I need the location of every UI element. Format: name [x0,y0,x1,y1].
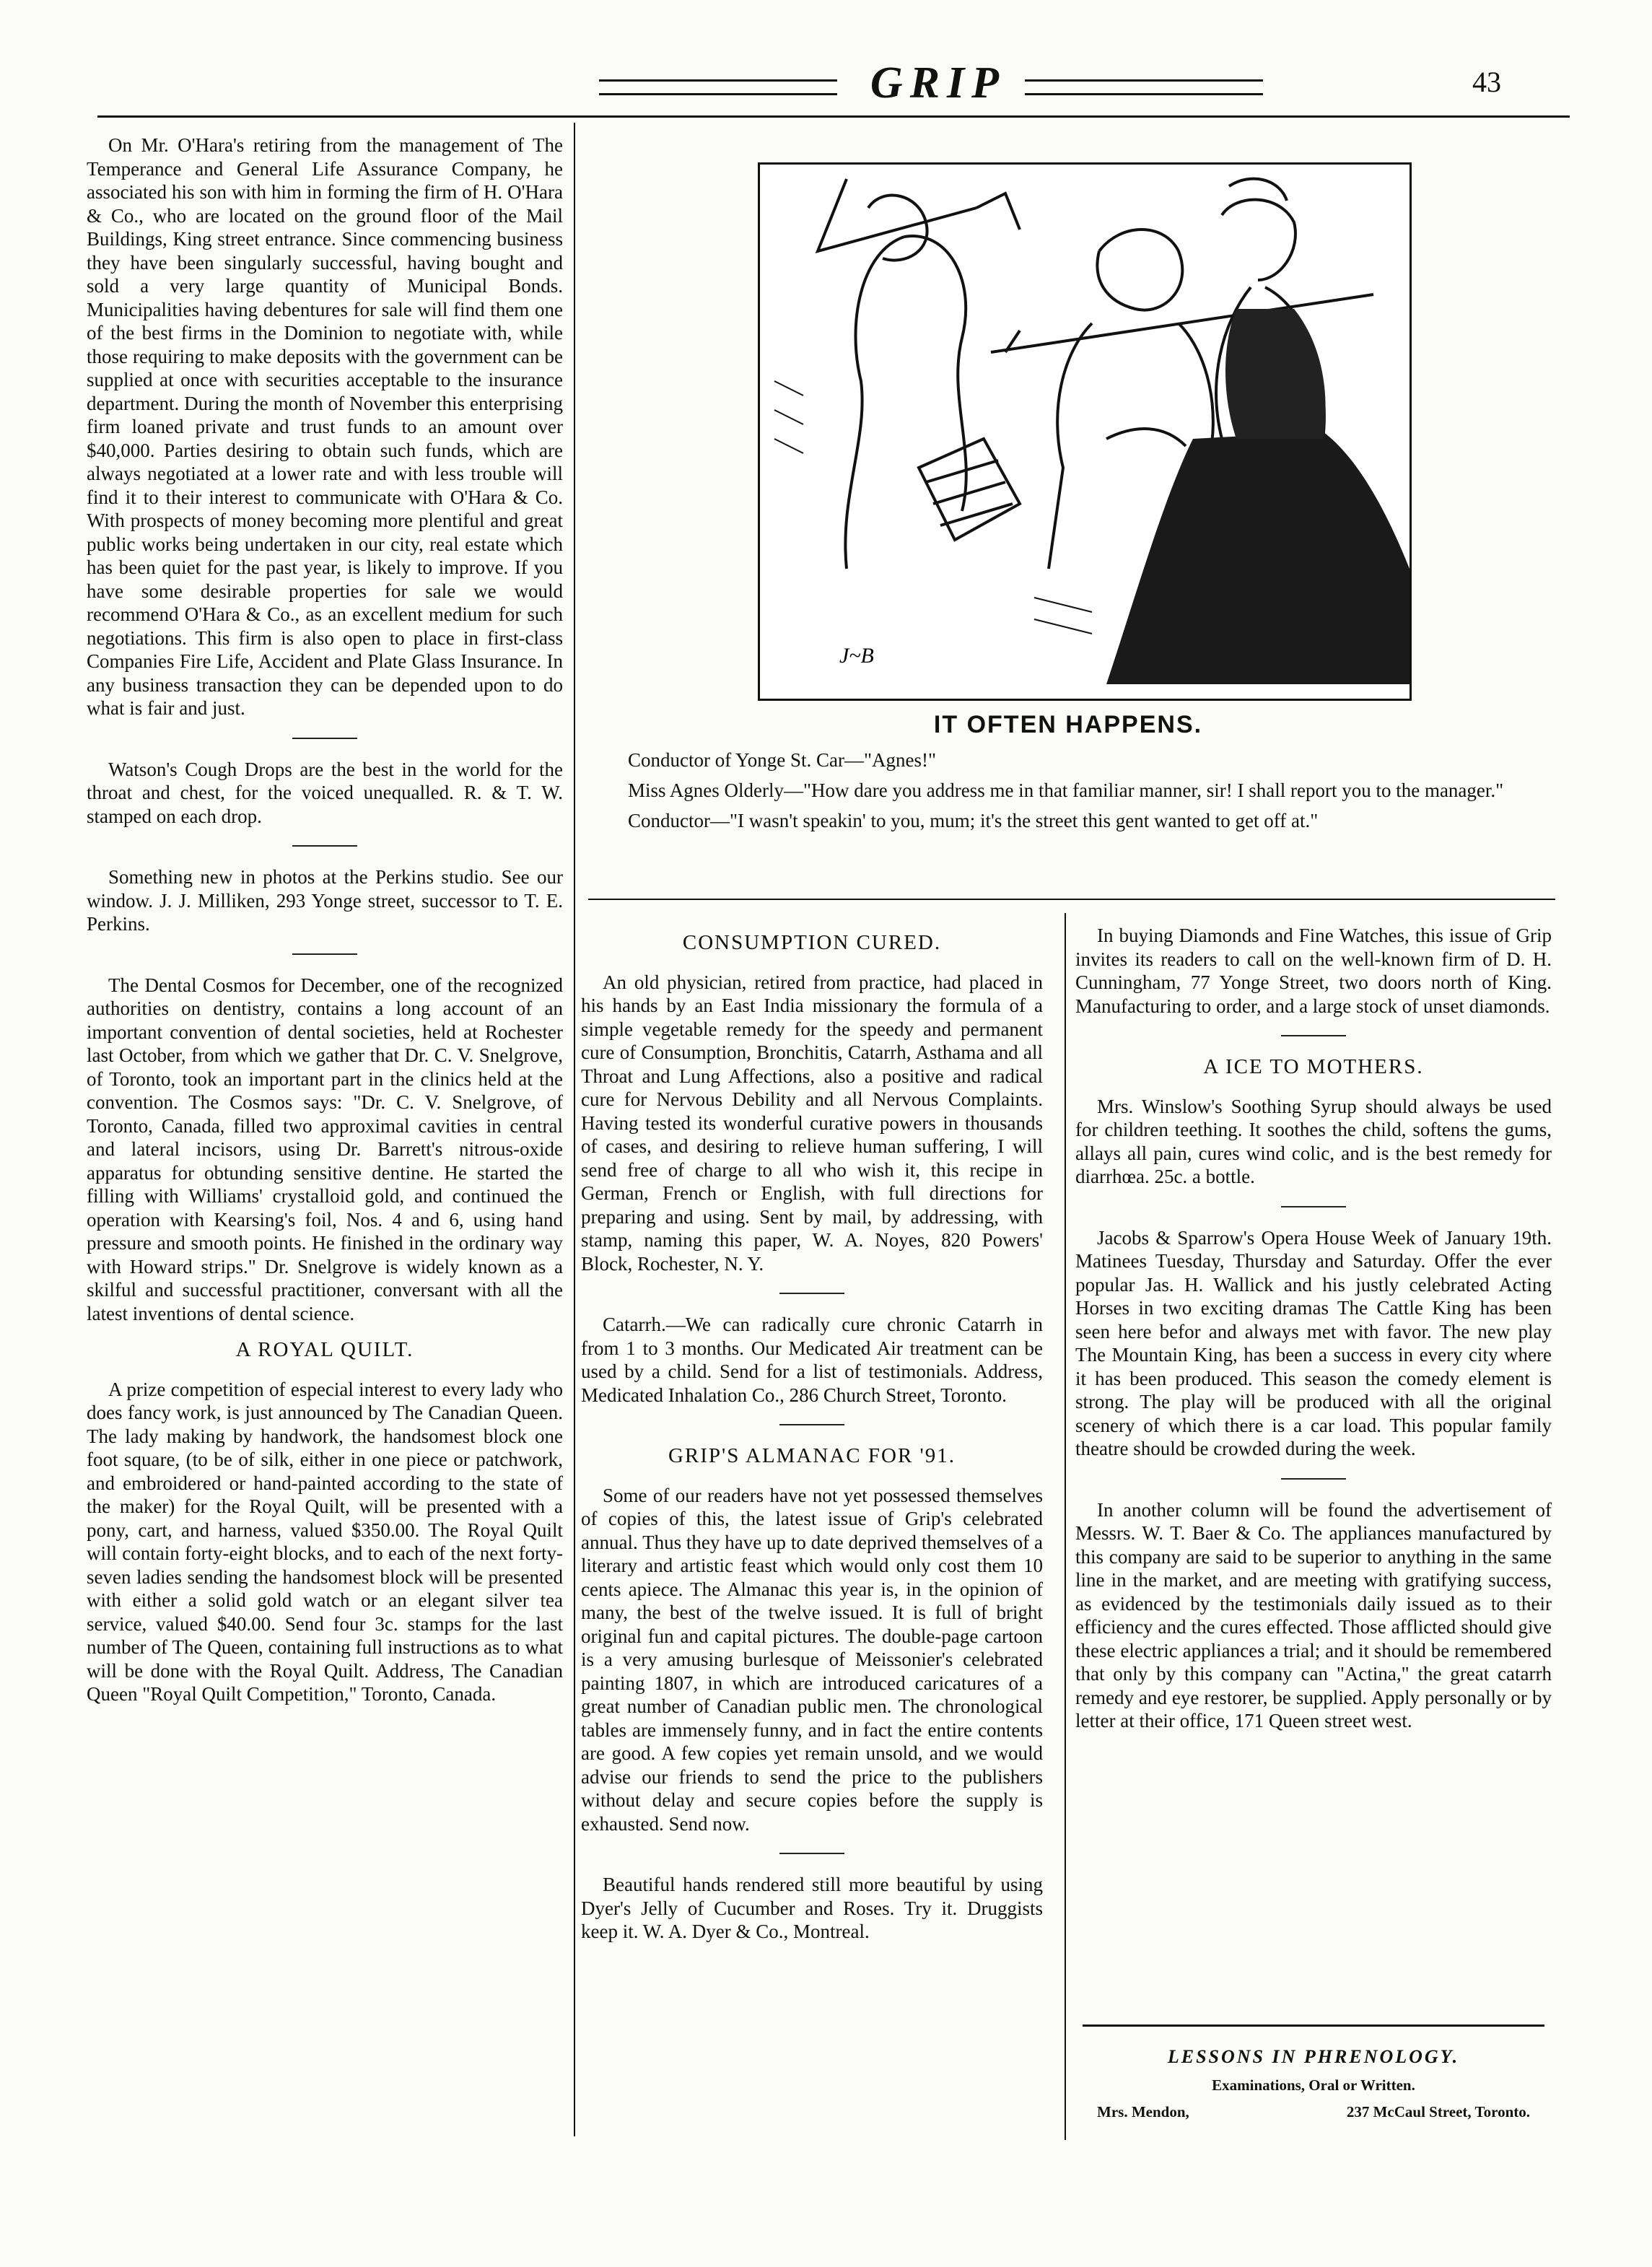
diamonds-notice: In buying Diamonds and Fine Watches, this issue of Grip invites its readers to call on the well-known firm of D. H. Cunningham, 77 Yonge Street, two doors north of King. Manufacturing to order, and a large stock of unset diamonds. [1075,925,1552,1017]
phrenology-ad [1083,2032,1544,2121]
ohara-article: On Mr. O'Hara's retiring from the management of The Temperance and General Life Assurance Company, he associated his son with him in forming the firm of H. O'Hara & Co., who are located on the ground floor of the Mail Buildings, King street entrance. Since commencing business they have been singularly successful, having bought and sold a very large quantity of Municipal Bonds. Municipalities having debentures for sale will find them one of the best firms in the Dominion to negotiate with, while those requiring to make deposits with the government can be supplied at once with securities acceptable to the insurance department. During the month of November this enterprising firm loaned private and trust funds to an amount over $40,000. Parties desiring to obtain such funds, which are always negotiated at a lower rate and with less trouble will find it to their interest to communicate with O'Hara & Co. With prospects of money becoming more plentiful and great public works being undertaken in our city, real estate which has been quiet for the past year, is likely to improve. If you have some desirable properties for sale we would recommend O'Hara & Co., as an excellent medium for such negotiations. This firm is also open to place in first-class Companies Fire Life, Accident and Plate Glass Insurance. In any business transaction they can be depended upon to do what is fair and just. [87,134,563,719]
perkins-notice: Something new in photos at the Perkins studio. See our window. J. J. Milliken, 293 Yonge street, successor to T. E. Perkins. [87,866,563,935]
dyer-notice: Beautiful hands rendered still more beautiful by using Dyer's Jelly of Cucumber and Roses. Try it. Druggists keep it. W. A. Dyer & Co., Montreal. [581,1874,1043,1942]
phrenology-ad-subtitle: Examinations, Oral or Written. [1212,2076,1415,2094]
royal-quilt-heading: A ROYAL QUILT. [235,1338,414,1361]
separator [292,953,357,955]
cartoon-title: IT OFTEN HAPPENS. [933,711,1203,738]
column-divider-left [574,123,575,2136]
separator [1281,1206,1346,1207]
phrenology-ad-address: 237 McCaul Street, Toronto. [1346,2103,1530,2120]
separator [1281,1035,1346,1036]
royal-quilt-article: A prize competition of especial interest to every lady who does fancy work, is just announced by The Canadian Queen. The lady making by handwork, the handsomest block one foot square, (to be of silk, either in one piece or patchwork, and embroidered or hand-painted according to the state of the maker) for the Royal Quilt, will be presented with a pony, cart, and harness, valued $350.00. The Royal Quilt will contain forty-eight blocks, and to each of the next forty-seven ladies sending the handsomest block will be presented with either a solid gold watch or an elegant silver tea service, valued $40.00. Send four 3c. stamps for the last number of The Queen, containing full instructions as to what will be done with the Royal Quilt. Address, The Canadian Queen "Royal Quilt Competition," Toronto, Canada. [87,1378,563,1705]
watson-notice: Watson's Cough Drops are the best in the world for the throat and chest, for the voiced unequalled. R. & T. W. stamped on each drop. [87,758,563,827]
separator [779,1424,844,1425]
phrenology-ad-title: LESSONS IN PHRENOLOGY. [1167,2046,1460,2067]
masthead-rule-right [1025,79,1263,95]
phrenology-ad-contact [1083,2103,1544,2121]
baer-notice: In another column will be found the advertisement of Messrs. W. T. Baer & Co. The appliances manufactured by this company are said to be superior to anything in the same line in the market, and are meeting with gratifying success, as evidenced by the testimonials daily issued as to their efficiency and the cures effected. Those afflicted should give these electric appliances a trial; and it should be remembered that only by this company can "Actina," the great catarrh remedy and eye restorer, be supplied. Apply personally or by letter at their office, 171 Queen street west. [1075,1498,1552,1731]
phrenology-ad-name: Mrs. Mendon, [1097,2103,1189,2120]
column-divider-right [1065,913,1066,2140]
dental-article: The Dental Cosmos for December, one of the recognized authorities on dentistry, contains a long account of an important convention of dental societies, held at Rochester last October, from which we gather that Dr. C. V. Snelgrove, of Toronto, took an important part in the clinics held at the convention. The Cosmos says: "Dr. C. V. Snelgrove, of Toronto, Canada, filled two approximal cavities in central and lateral incisors, using Dr. Barrett's nitrous-oxide apparatus for obtunding sensitive dentine. He started the filling with Williams' crystalloid gold, and continued the operation with Kearsing's foil, Nos. 4 and 6, using hand pressure and smooth points. He finished in the ordinary way with Howard strips." Dr. Snelgrove is widely known as a skilful and successful practitioner, conversant with all the latest inventions of dental science. [87,974,563,1324]
mothers-heading: A ICE TO MOTHERS. [1203,1055,1424,1078]
separator [1281,1478,1346,1480]
column-1 [87,134,563,1719]
catarrh-notice: Catarrh.—We can radically cure chronic Catarrh in from 1 to 3 months. Our Medicated Air treatment can be used by a child. Send for a list of testimonials. Address, Medicated Inhalation Co., 286 Church Street, Toronto. [581,1314,1043,1406]
cartoon-bottom-rule [588,899,1555,900]
cartoon-drawing [760,165,1410,699]
dialog-line-1: Conductor of Yonge St. Car—"Agnes!" [628,749,937,771]
separator [292,738,357,739]
column-2 [581,924,1043,1957]
dialog-line-2: Miss Agnes Olderly—"How dare you address me in that familiar manner, sir! I shall report you to the manager." [628,779,1504,801]
column-3 [1075,924,1552,1746]
separator [779,1853,844,1854]
opera-notice: Jacobs & Sparrow's Opera House Week of January 19th. Matinees Tuesday, Thursday and Saturday. Offer the ever popular Jas. H. Wallick and his justly celebrated Acting Horses in two exciting dramas The Cattle King has been seen here befor and always met with favor. The new play The Mountain King, has been a success in every city where it has been produced. This season the comedy element is strong. The play will be produced with all the original scenery of which there is a car load. This popular family theatre should be crowded during the week. [1075,1226,1552,1459]
almanac-heading: GRIP'S ALMANAC FOR '91. [668,1444,956,1467]
cartoon-dialog [599,747,1552,838]
masthead [101,58,1516,115]
cartoon-signature: J~B [839,644,874,668]
ad-rule [1083,2024,1544,2027]
consumption-article: An old physician, retired from practice, had placed in his hands by an East India missionary the formula of a simple vegetable remedy for the speedy and permanent cure of Consumption, Bronchitis, Catarrh, Asthama and all Throat and Lung Affections, also a positive and radical cure for Nervous Debility and all Nervous Complaints. Having tested its wonderful curative powers in thousands of cases, and desiring to relieve human suffering, I will send free of charge to all who wish it, this recipe in German, French or English, with full directions for preparing and using. Sent by mail, by addressing, with stamp, naming this paper, W. A. Noyes, 820 Powers' Block, Rochester, N. Y. [581,971,1043,1275]
masthead-title: GRIP [870,58,1007,108]
mothers-notice: Mrs. Winslow's Soothing Syrup should always be used for children teething. It soothes the child, softens the gums, allays all pain, cures wind colic, and is the best remedy for diarrhœa. 25c. a bottle. [1075,1095,1552,1187]
page-number: 43 [1472,66,1501,98]
header-rule [97,115,1570,118]
separator [779,1293,844,1294]
dialog-line-3: Conductor—"I wasn't speakin' to you, mum; it's the street this gent wanted to get off at." [628,810,1319,831]
masthead-rule-left [599,79,837,95]
separator [292,845,357,847]
almanac-article: Some of our readers have not yet possessed themselves of copies of this, the latest issue of Grip's celebrated annual. Thus they have up to date deprived themselves of a literary and artistic feast which would only cost them 10 cents apiece. The Almanac this year is, in the opinion of many, the best of the twelve issued. It is full of bright original fun and capital pictures. The double-page cartoon is a very amusing burlesque of Meissonier's celebrated painting 1807, in which are introduced caricatures of a great number of Canadian public men. The chronological tables are immensely funny, and in fact the entire contents are good. A few copies yet remain unsold, and we would advise our friends to send the price to the publishers without delay and secure copies before the supply is exhausted. Send now. [581,1484,1043,1835]
cartoon-illustration [758,162,1412,701]
consumption-heading: CONSUMPTION CURED. [682,931,942,954]
